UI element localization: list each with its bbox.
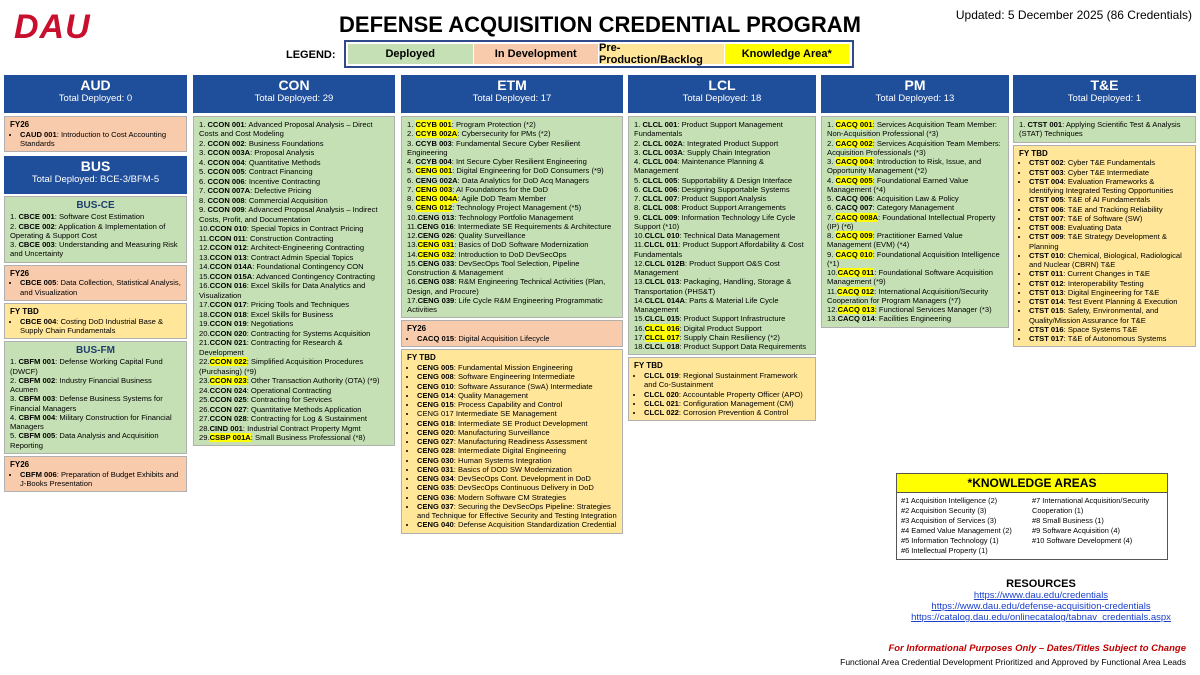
list-item: 17.CENG 039: Life Cycle R&M Engineering Programmatic Activities [407,295,603,314]
etm-tbd-label: FY TBD [407,353,436,363]
list-item: • CTST 014: Test Event Planning & Execution [1029,297,1190,306]
legend-in-development: In Development [474,44,600,64]
list-item: 3. CACQ 004: Introduction to Risk, Issue, and Opportunity Management (*2) [827,157,982,176]
list-item: 6. CLCL 006: Designing Supportable Systems [634,184,790,194]
bus-ce-box [4,196,187,262]
list-item: 14.CENG 032: Introduction to DoD DevSecOps [407,249,567,259]
bus-fm-label: BUS-FM [76,345,115,357]
list-item: 5. CLCL 005: Supportability & Design Interface [634,175,793,185]
list-item: 6. CENG 002A: Data Analytics for DoD Acq Managers [407,175,589,185]
knowledge-area-item: #3 Acquisition of Services (3) [901,515,997,525]
list-item: 7. CENG 003: AI Foundations for the DoD [407,184,549,194]
con-deployed-box [193,116,395,446]
list-item: 4. CCYB 004: Int Secure Cyber Resilient Engineering [407,157,587,166]
etm-tbd-box [401,349,623,533]
lcl-deployed-box [628,116,816,355]
knowledge-area-item: #6 Intellectual Property (1) [901,545,988,555]
list-item: 9. CCON 009: Advanced Proposal Analysis – Indirect Costs, Profit, and Documentation [199,205,378,224]
list-item: 19.CCON 019: Negotiations [199,319,294,329]
list-item: • CENG 037: Securing the DevSecOps Pipeline: Strategies and Technique for Effective Security and Testing Integration [417,502,617,521]
knowledge-area-item: #2 Acquisition Security (3) [901,505,987,515]
list-item: 10.CENG 013: Technology Portfolio Management [407,212,574,222]
list-item: 15.CLCL 015: Product Support Infrastructure [634,314,786,324]
knowledge-area-item: #4 Earned Value Management (2) [901,525,1012,535]
te-deployed-list [1019,120,1190,139]
column-te [1013,75,1196,347]
etm-fy26-label: FY26 [407,324,427,334]
list-item: • CLCL 020: Accountable Property Officer (APO) [644,390,810,399]
legend-label: LEGEND: [286,49,336,61]
list-item: 1. CACQ 001: Services Acquisition Team Member: Non-Acquisition Professional (*3) [827,120,997,139]
resource-link-catalog[interactable]: https://catalog.dau.edu/onlinecatalog/tabnav_credentials.aspx [911,612,1171,623]
list-item: 12.CACQ 013: Functional Services Manager (*3) [827,305,992,314]
bus-ce-list [10,212,181,258]
list-item: • CENG 036: Modern Software CM Strategies [417,493,617,502]
list-item: 2. CBFM 002: Industry Financial Business Acumen [10,375,152,395]
column-con [193,75,395,446]
list-item: 13.CCON 013: Contract Admin Special Topics [199,252,354,262]
list-item: 7. CCON 007A: Defective Pricing [199,186,312,196]
aud-total: Total Deployed: 0 [58,93,133,104]
list-item: • CENG 008: Software Engineering Intermediate [417,372,617,381]
list-item: • CENG 010: Software Assurance (SwA) Intermediate [417,382,617,391]
list-item: 11.CLCL 011: Product Support Affordability & Cost Fundamentals [634,240,804,259]
list-item: 27.CCON 028: Contracting for Log & Sustainment [199,414,368,424]
list-item: • CTST 008: Evaluating Data [1029,223,1190,232]
list-item: 2. CACQ 002: Services Acquisition Team Members: Acquisition Professionals (*3) [827,138,1001,157]
knowledge-areas [896,473,1168,560]
list-item: • CTST 011: Current Changes in T&E [1029,269,1190,278]
bus-fm-fy26-box [4,456,187,492]
list-item: 7. CLCL 007: Product Support Analysis [634,194,767,203]
te-total: Total Deployed: 1 [1067,93,1142,104]
etm-fy26-list [407,334,617,343]
list-item: 16.CCON 016: Excel Skills for Data Analytics and Visualization [199,281,366,300]
list-item: 26.CCON 027: Quantitative Methods Application [199,404,362,414]
knowledge-area-item: #10 Software Development (4) [1032,535,1133,545]
list-item: 2. CBCE 002: Application & Implementation of Operating & Support Cost [10,221,166,240]
list-item: • CBFM 006: Preparation of Budget Exhibits and J-Books Presentation [20,470,181,489]
list-item: 5. CBFM 005: Data Analysis and Acquisition Reporting [10,431,159,450]
bus-fm-box [4,341,187,454]
legend-pre-production: Pre-Production/Backlog [599,44,725,64]
list-item: 3. CBFM 003: Defense Business Systems for Financial Managers [10,394,163,413]
list-item: 28.CIND 001: Industrial Contract Property Mgmt [199,423,361,433]
knowledge-areas-title: *KNOWLEDGE AREAS [897,474,1167,493]
list-item: 17.CCON 017: Pricing Tools and Techniques [199,300,350,310]
te-name: T&E [1090,77,1119,93]
list-item: • CTST 006: T&E and Tracking Reliability [1029,205,1190,214]
list-item: 14.CCON 014A: Foundational Contingency CON [199,262,364,272]
list-item: 10.CCON 010: Special Topics in Contract Pricing [199,224,364,234]
list-item: 23.CCON 023: Other Transaction Authority (OTA) (*9) [199,376,380,386]
list-item: • CENG 014: Quality Management [417,391,617,400]
te-tbd-list [1019,158,1190,343]
knowledge-area-item: #5 Information Technology (1) [901,535,999,545]
list-item: • CACQ 015: Digital Acquisition Lifecycle [417,334,617,343]
bus-name: BUS [80,158,111,175]
list-item: 11.CACQ 012: International Acquisition/Security Cooperation for Program Managers (*7) [827,286,989,305]
list-item: 10.CLCL 010: Technical Data Management [634,231,780,240]
dau-logo: DAU [14,8,91,46]
list-item: • CAUD 001: Introduction to Cost Accounting Standards [20,130,181,149]
list-item: 8. CENG 004A: Agile DoD Team Member [407,194,547,203]
bus-ce-fy26-list [10,278,181,297]
con-name: CON [278,77,310,93]
lcl-tbd-box [628,357,816,421]
te-header [1013,75,1196,113]
list-item: 18.CCON 018: Excel Skills for Business [199,309,334,319]
lcl-deployed-list [634,120,810,351]
etm-total: Total Deployed: 17 [472,93,552,104]
pm-deployed-list [827,120,1003,324]
list-item: • CBCE 004: Costing DoD Industrial Base & Supply Chain Fundamentals [20,317,181,336]
list-item: 9. CENG 012: Technology Project Management (*5) [407,203,582,213]
resources-title: RESOURCES [1006,578,1076,590]
bus-total: Total Deployed: BCE-3/BFM-5 [31,174,160,186]
list-item: • CENG 018: Intermediate SE Product Development [417,419,617,428]
list-item: • CTST 002: Cyber T&E Fundamentals [1029,158,1190,167]
list-item: • CENG 020: Manufacturing Surveillance [417,428,617,437]
con-header [193,75,395,113]
list-item: • CENG 031: Basics of DOD SW Modernization [417,465,617,474]
list-item: 11.CENG 016: Intermediate SE Requirements & Architecture [407,221,612,231]
list-item: • CTST 016: Space Systems T&E [1029,325,1190,334]
etm-deployed-box [401,116,623,318]
list-item: • CTST 007: T&E of Software (SW) [1029,214,1190,223]
aud-header [4,75,187,113]
list-item: 8. CACQ 009: Practitioner Earned Value Management (EVM) (*4) [827,231,963,250]
knowledge-area-item: #7 International Acquisition/Security Cooperation (1) [1032,496,1150,515]
column-etm [401,75,623,534]
list-item: 4. CCON 004: Quantitative Methods [199,157,321,167]
list-item: 15.CENG 033: DevSecOps Tool Selection, Pipeline Construction & Management [407,258,580,277]
etm-fy26-box [401,320,623,347]
list-item: • CENG 040: Defense Acquisition Standardization Credential [417,520,617,529]
aud-fy26-label: FY26 [10,120,30,129]
aud-fy26-list [10,130,181,149]
column-pm [821,75,1009,328]
list-item: • CBCE 005: Data Collection, Statistical Analysis, and Visualization [20,278,181,297]
te-tbd-box [1013,145,1196,348]
resource-link-defense-acquisition-credentials[interactable]: https://www.dau.edu/defense-acquisition-credentials [931,601,1151,612]
list-item: • CENG 034: DevSecOps Cont. Development in DoD [417,474,617,483]
aud-name: AUD [80,77,111,93]
list-item: • CENG 015: Process Capability and Control [417,400,617,409]
legend [344,40,854,68]
list-item: 24.CCON 024: Operational Contracting [199,385,332,395]
list-item: 21.CCON 021: Contracting for Research & Development [199,338,343,357]
pm-name: PM [904,77,926,93]
bus-ce-tbd-box [4,303,187,339]
list-item: 16.CLCL 016: Digital Product Support [634,323,762,333]
legend-knowledge-area: Knowledge Area* [725,44,851,64]
list-item: • CTST 012: Interoperability Testing [1029,279,1190,288]
bus-fm-fy26-label: FY26 [10,459,30,469]
list-item: 5. CACQ 006: Acquisition Law & Policy [827,194,959,203]
list-item: • CTST 013: Digital Engineering for T&E [1029,288,1190,297]
list-item: • CENG 028: Intermediate Digital Engineering [417,446,617,455]
knowledge-area-item: #9 Software Acquisition (4) [1032,525,1120,535]
list-item: 8. CCON 008: Commercial Acquisition [199,195,328,205]
column-lcl [628,75,816,421]
bus-ce-tbd-label: FY TBD [10,306,39,316]
list-item: • CTST 004: Evaluation Frameworks & Identifying Integrated Testing Opportunities [1029,177,1190,196]
list-item: • CLCL 022: Corrosion Prevention & Control [644,408,810,417]
list-item: 1. CLCL 001: Product Support Management Fundamentals [634,120,783,139]
list-item: • CENG 035: DevSecOps Continuous Delivery in DoD [417,483,617,492]
list-item: 16.CENG 038: R&M Engineering Technical Activities (Plan, Design, and Procure) [407,277,606,296]
list-item: 17.CLCL 017: Supply Chain Resiliency (*2) [634,332,780,342]
list-item: 3. CLCL 003A: Supply Chain Integration [634,147,771,157]
list-item: 12.CLCL 012B: Product Support O&S Cost Management [634,258,780,277]
list-item: • CENG 005: Fundamental Mission Engineering [417,363,617,372]
list-item: 13.CACQ 014: Facilities Engineering [827,314,952,324]
disclaimer: For Informational Purposes Only – Dates/Titles Subject to Change [888,643,1186,654]
list-item: 11.CCON 011: Construction Contracting [199,233,334,243]
column-aud [4,75,187,492]
footer-note: Functional Area Credential Development Prioritized and Approved by Functional Area Leads [840,657,1186,667]
lcl-tbd-list [634,371,810,417]
list-item: • CTST 017: T&E of Autonomous Systems [1029,334,1190,343]
list-item: 3. CBCE 003: Understanding and Measuring Risk and Uncertainty [10,240,178,259]
knowledge-area-item: #8 Small Business (1) [1032,515,1104,525]
etm-name: ETM [497,77,527,93]
con-total: Total Deployed: 29 [254,93,334,104]
updated-date: Updated: 5 December 2025 (86 Credentials) [955,8,1192,22]
knowledge-areas-left [901,496,1032,556]
list-item: • CENG 017 Intermediate SE Management [417,409,617,418]
list-item: 6. CCON 006: Incentive Contracting [199,176,321,186]
con-deployed-list [199,120,389,442]
aud-fy26-box [4,116,187,152]
lcl-tbd-label: FY TBD [634,361,663,371]
list-item: 12.CENG 026: Quality Surveillance [407,231,526,240]
etm-tbd-list [407,363,617,530]
list-item: • CTST 003: Cyber T&E Intermediate [1029,168,1190,177]
list-item: 2. CCON 002: Business Foundations [199,138,324,148]
list-item: 5. CCON 005: Contract Financing [199,167,313,177]
list-item: 25.CCON 025: Contracting for Services [199,395,332,405]
list-item: 7. CACQ 008A: Foundational Intellectual Property (IP) (*6) [827,212,996,231]
list-item: 9. CLCL 009: Information Technology Life Cycle Support (*10) [634,212,796,231]
bus-ce-label: BUS-CE [76,200,115,212]
pm-total: Total Deployed: 13 [875,93,955,104]
knowledge-areas-right [1032,496,1163,556]
bus-fm-fy26-list [10,470,181,489]
list-item: 3. CCON 003A: Proposal Analysis [199,148,315,158]
list-item: 29.CSBP 001A: Small Business Professional (*8) [199,432,366,442]
resource-link-credentials[interactable]: https://www.dau.edu/credentials [973,590,1109,601]
list-item: 6. CACQ 007: Category Management [827,203,955,213]
list-item: • CENG 030: Human Systems Integration [417,456,617,465]
list-item: 13.CENG 031: Basics of DoD Software Modernization [407,240,589,250]
list-item: • CENG 027: Manufacturing Readiness Assessment [417,437,617,446]
list-item: • CLCL 021: Configuration Management (CM) [644,399,810,408]
list-item: 4. CACQ 005: Foundational Earned Value Management (*4) [827,175,969,194]
list-item: 13.CLCL 013: Packaging, Handling, Storage & Transportation (PHS&T) [634,277,792,296]
bus-ce-fy26-label: FY26 [10,268,30,278]
pm-deployed-box [821,116,1009,328]
list-item: 4. CBFM 004: Military Construction for Financial Managers [10,412,172,432]
list-item: • CLCL 019: Regional Sustainment Framework and Co-Sustainment [644,371,810,390]
te-deployed-box [1013,116,1196,143]
list-item: 1. CTST 001: Applying Scientific Test & Analysis (STAT) Techniques [1019,120,1181,139]
knowledge-area-item: #1 Acquisition Intelligence (2) [901,496,998,505]
lcl-name: LCL [708,77,736,93]
bus-ce-tbd-list [10,317,181,336]
list-item: 1. CCON 001: Advanced Proposal Analysis – Direct Costs and Cost Modeling [199,120,373,139]
list-item: 3. CCYB 003: Fundamental Secure Cyber Resilient Engineering [407,138,581,157]
list-item: 9. CACQ 010: Foundational Acquisition Intelligence (*1) [827,249,1000,268]
list-item: 2. CCYB 002A: Cybersecurity for PMs (*2) [407,129,551,139]
te-tbd-label: FY TBD [1019,148,1048,158]
legend-deployed: Deployed [348,44,474,64]
list-item: • CTST 010: Chemical, Biological, Radiological and Nuclear (CBRN) T&E [1029,251,1190,270]
bus-fm-list [10,357,181,450]
knowledge-areas-grid [897,493,1167,559]
list-item: 2. CLCL 002A: Integrated Product Support [634,138,779,148]
list-item: 1. CCYB 001: Program Protection (*2) [407,120,536,129]
etm-deployed-list [407,120,617,314]
list-item: 22.CCON 022: Simplified Acquisition Procedures (Purchasing) (*9) [199,357,364,376]
resources [896,578,1186,623]
list-item: 12.CCON 012: Architect-Engineering Contracting [199,243,365,253]
bus-header [4,156,187,194]
list-item: • CTST 015: Safety, Environmental, and Quality/Mission Assurance for T&E [1029,306,1190,325]
list-item: 14.CLCL 014A: Parts & Material Life Cycle Management [634,295,779,314]
lcl-header [628,75,816,113]
page-title: DEFENSE ACQUISITION CREDENTIAL PROGRAM [339,12,861,37]
list-item: • CTST 005: T&E of AI Fundamentals [1029,195,1190,204]
lcl-total: Total Deployed: 18 [682,93,762,104]
list-item: 10.CACQ 011: Foundational Software Acquisition Management (*9) [827,268,993,287]
list-item: 18.CLCL 018: Product Support Data Requirements [634,342,807,351]
pm-header [821,75,1009,113]
list-item: 5. CENG 001: Digital Engineering for DoD Consumers (*9) [407,166,604,176]
list-item: • CTST 009: T&E Strategy Development & Planning [1029,232,1190,251]
list-item: 8. CLCL 008: Product Support Arrangements [634,203,786,213]
list-item: 1. CBCE 001: Software Cost Estimation [10,212,145,222]
list-item: 4. CLCL 004: Maintenance Planning & Management [634,157,764,176]
etm-header [401,75,623,113]
list-item: 15.CCON 015A: Advanced Contingency Contracting [199,271,376,281]
bus-ce-fy26-box [4,265,187,301]
list-item: 1. CBFM 001: Defense Working Capital Fund (DWCF) [10,357,163,376]
list-item: 20.CCON 020: Contracting for Systems Acquisition [199,328,371,338]
